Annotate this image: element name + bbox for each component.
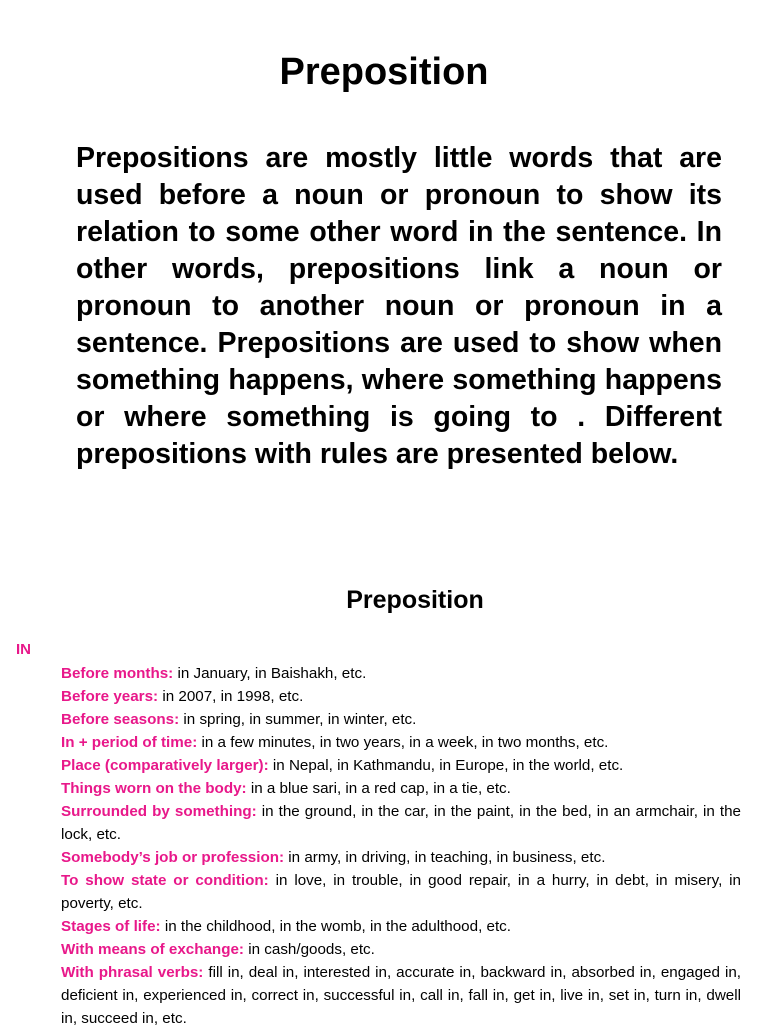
rule-text: in army, in driving, in teaching, in business, etc. — [288, 849, 606, 866]
rule-key: Before months: — [61, 665, 174, 682]
rule-item — [61, 731, 741, 754]
rule-key: Things worn on the body: — [61, 780, 247, 797]
rule-item — [61, 846, 741, 869]
rule-key: Place (comparatively larger): — [61, 757, 269, 774]
rule-key: Stages of life: — [61, 918, 161, 935]
rule-key: Somebody’s job or profession: — [61, 849, 285, 866]
rule-item — [61, 915, 741, 938]
rule-text: in spring, in summer, in winter, etc. — [183, 711, 417, 728]
rules-list — [61, 662, 741, 1030]
rule-text: in 2007, in 1998, etc. — [162, 688, 304, 705]
rule-key: Before seasons: — [61, 711, 180, 728]
rule-item — [61, 800, 741, 846]
rule-item — [61, 662, 741, 685]
rule-item — [61, 869, 741, 915]
rule-text: in January, in Baishakh, etc. — [177, 665, 367, 682]
rule-text: in love, in trouble, in good repair, in a hurry, in debt, in misery, in poverty, etc. — [61, 872, 741, 912]
rule-key: To show state or condition: — [61, 872, 269, 889]
rule-text: in the childhood, in the womb, in the adulthood, etc. — [164, 918, 511, 935]
rule-text: in Nepal, in Kathmandu, in Europe, in the world, etc. — [272, 757, 624, 774]
rule-text: in the ground, in the car, in the paint, in the bed, in an armchair, in the lock, etc. — [61, 803, 741, 843]
rule-item — [61, 961, 741, 1030]
rule-key: With phrasal verbs: — [61, 964, 204, 981]
rule-item — [61, 938, 741, 961]
rule-key: Before years: — [61, 688, 159, 705]
rule-text: fill in, deal in, interested in, accurate in, backward in, absorbed in, engaged in, deficient in, experienced in, correct in, successful in, call in, fall in, get in, live in, set in, turn in, dwell in, succeed in, etc. — [61, 964, 741, 1027]
rule-item — [61, 708, 741, 731]
rule-key: Surrounded by something: — [61, 803, 257, 820]
rule-text: in a blue sari, in a red cap, in a tie, etc. — [250, 780, 511, 797]
rule-text: in a few minutes, in two years, in a week, in two months, etc. — [201, 734, 609, 751]
in-label: IN — [16, 641, 31, 658]
rule-key: In + period of time: — [61, 734, 198, 751]
rule-item — [61, 777, 741, 800]
section-title: Preposition — [346, 586, 484, 614]
intro-paragraph: Prepositions are mostly little words that are used before a noun or pronoun to show its relation to some other word in the sentence. In other words, prepositions link a noun or pronoun to another noun or pronoun in a sentence. Prepositions are used to show when something happens, where something happens or where something is going to . Different prepositions with rules are presented below. — [76, 142, 722, 470]
rule-item — [61, 685, 741, 708]
rule-text: in cash/goods, etc. — [248, 941, 375, 958]
rule-item — [61, 754, 741, 777]
slide-title: Preposition — [279, 51, 489, 93]
rule-key: With means of exchange: — [61, 941, 244, 958]
